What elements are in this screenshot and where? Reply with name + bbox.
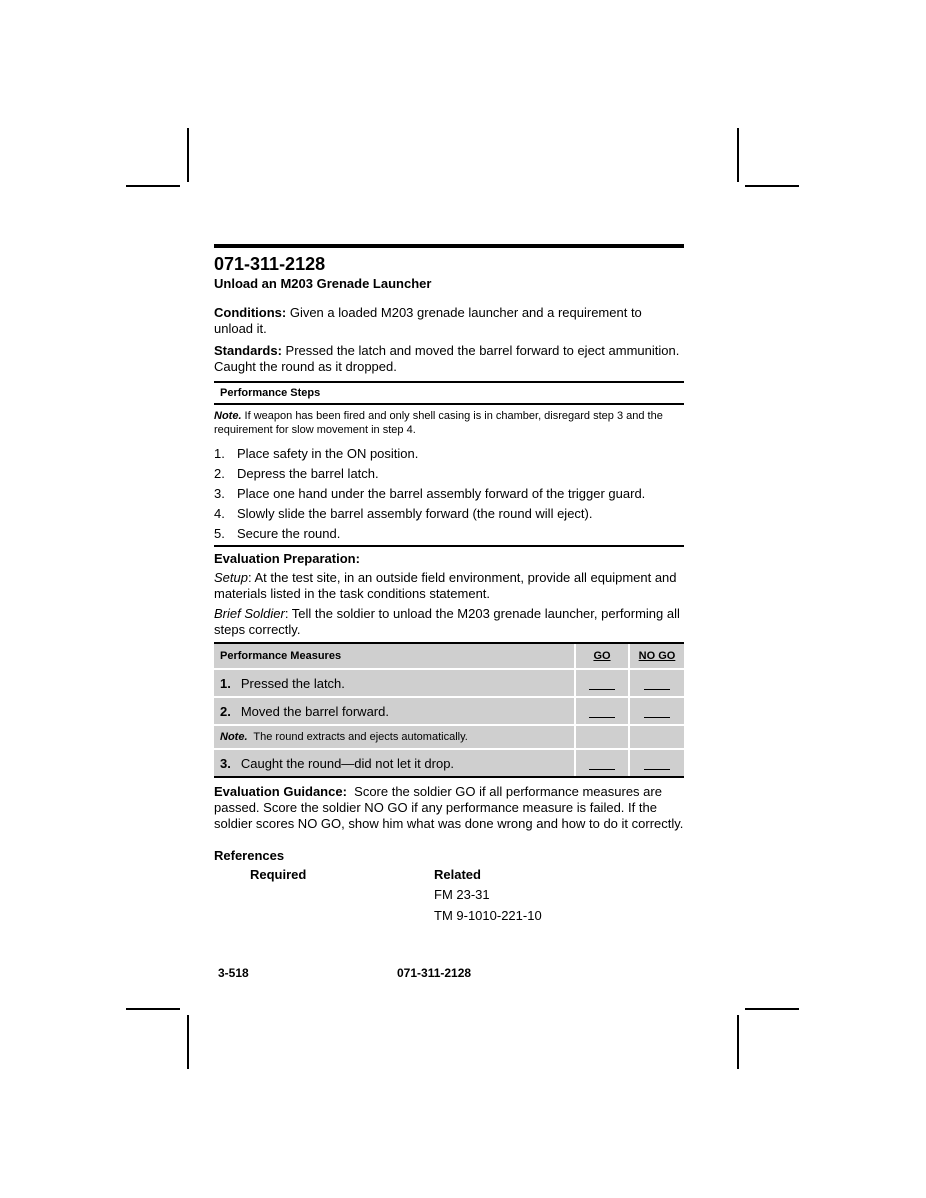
step-text: Depress the barrel latch.	[237, 466, 379, 481]
list-item	[214, 525, 684, 545]
steps-note-label: Note.	[214, 410, 242, 422]
measure-note-text: The round extracts and ejects automatically.	[247, 731, 468, 743]
crop-mark-bottom-right-horizontal	[745, 1008, 799, 1010]
performance-steps-header: Performance Steps	[214, 381, 684, 405]
standards-paragraph	[214, 343, 684, 375]
task-page	[214, 244, 684, 933]
evaluation-guidance-label: Evaluation Guidance:	[214, 784, 347, 799]
list-item	[214, 485, 684, 505]
nogo-column-header	[628, 644, 684, 668]
crop-mark-bottom-left-horizontal	[126, 1008, 180, 1010]
performance-measures-table	[214, 642, 684, 778]
header-rule	[214, 244, 684, 248]
related-reference: FM 23-31	[434, 887, 490, 902]
step-number: 2.	[214, 466, 225, 481]
crop-mark-top-right-horizontal	[745, 185, 799, 187]
references-section	[214, 848, 684, 933]
table-row	[214, 698, 684, 726]
nogo-empty-cell	[628, 726, 684, 748]
crop-mark-top-right-vertical	[737, 128, 739, 182]
step-number: 4.	[214, 506, 225, 521]
references-grid	[214, 867, 684, 933]
performance-measures-header: Performance Measures	[220, 650, 342, 662]
performance-steps-list	[214, 445, 684, 545]
nogo-label: NO GO	[638, 650, 676, 662]
brief-soldier-label: Brief Soldier	[214, 606, 285, 621]
steps-note	[214, 409, 684, 437]
setup-text: : At the test site, in an outside field environment, provide all equipment and materials listed in the task conditions statement.	[214, 570, 677, 601]
nogo-blank[interactable]	[628, 750, 684, 776]
evaluation-guidance-paragraph	[214, 784, 684, 832]
go-blank[interactable]	[574, 750, 628, 776]
task-number: 071-311-2128	[214, 254, 326, 274]
table-note-row	[214, 726, 684, 750]
nogo-blank[interactable]	[628, 698, 684, 724]
measure-cell	[214, 750, 574, 776]
go-label: GO	[593, 650, 611, 662]
related-label: Related	[434, 867, 481, 882]
measure-cell	[214, 698, 574, 724]
step-text: Place safety in the ON position.	[237, 446, 419, 461]
step-text: Place one hand under the barrel assembly forward of the trigger guard.	[237, 486, 646, 501]
footer-page-number: 3-518	[218, 966, 249, 980]
measure-text: Caught the round—did not let it drop.	[240, 755, 455, 771]
related-reference: TM 9-1010-221-10	[434, 908, 542, 923]
standards-label: Standards:	[214, 343, 282, 358]
step-number: 5.	[214, 526, 225, 541]
evaluation-preparation-heading: Evaluation Preparation:	[214, 545, 684, 566]
go-blank[interactable]	[574, 698, 628, 724]
crop-mark-bottom-left-vertical	[187, 1015, 189, 1069]
step-number: 3.	[214, 486, 225, 501]
task-title: Unload an M203 Grenade Launcher	[214, 276, 432, 291]
setup-paragraph	[214, 570, 684, 602]
list-item	[214, 445, 684, 465]
measure-cell	[214, 670, 574, 696]
measure-number: 2.	[220, 703, 231, 719]
conditions-label: Conditions:	[214, 305, 287, 320]
list-item	[214, 465, 684, 485]
measure-number: 3.	[220, 755, 231, 771]
conditions-paragraph	[214, 305, 684, 337]
required-label: Required	[250, 867, 307, 882]
measure-text: Pressed the latch.	[240, 675, 345, 691]
references-title: References	[214, 848, 285, 863]
conditions-text: Given a loaded M203 grenade launcher and a requirement to unload it.	[214, 305, 642, 336]
crop-mark-top-left-horizontal	[126, 185, 180, 187]
footer-task-number: 071-311-2128	[397, 966, 472, 980]
crop-mark-bottom-right-vertical	[737, 1015, 739, 1069]
list-item	[214, 505, 684, 525]
steps-note-text: If weapon has been fired and only shell casing is in chamber, disregard step 3 and the requirement for slow movement in step 4.	[214, 410, 663, 436]
brief-soldier-paragraph	[214, 606, 684, 638]
go-empty-cell	[574, 726, 628, 748]
go-column-header	[574, 644, 628, 668]
standards-text: Pressed the latch and moved the barrel forward to eject ammunition. Caught the round as it dropped.	[214, 343, 680, 374]
step-number: 1.	[214, 446, 225, 461]
measure-note-cell	[214, 726, 574, 748]
measure-text: Moved the barrel forward.	[240, 703, 389, 719]
brief-soldier-text: : Tell the soldier to unload the M203 grenade launcher, performing all steps correctly.	[214, 606, 680, 637]
table-header-row	[214, 644, 684, 670]
measure-number: 1.	[220, 675, 231, 691]
nogo-blank[interactable]	[628, 670, 684, 696]
table-row	[214, 670, 684, 698]
go-blank[interactable]	[574, 670, 628, 696]
table-row	[214, 750, 684, 776]
setup-label: Setup	[214, 570, 248, 585]
step-text: Slowly slide the barrel assembly forward (the round will eject).	[237, 506, 593, 521]
crop-mark-top-left-vertical	[187, 128, 189, 182]
measure-note-label: Note.	[220, 731, 248, 743]
evaluation-guidance-text: Score the soldier GO if all performance measures are passed. Score the soldier NO GO if any performance measure is failed. If the soldier scores NO GO, show him what was done wrong and how to do it correctly.	[214, 784, 684, 831]
step-text: Secure the round.	[237, 526, 341, 541]
